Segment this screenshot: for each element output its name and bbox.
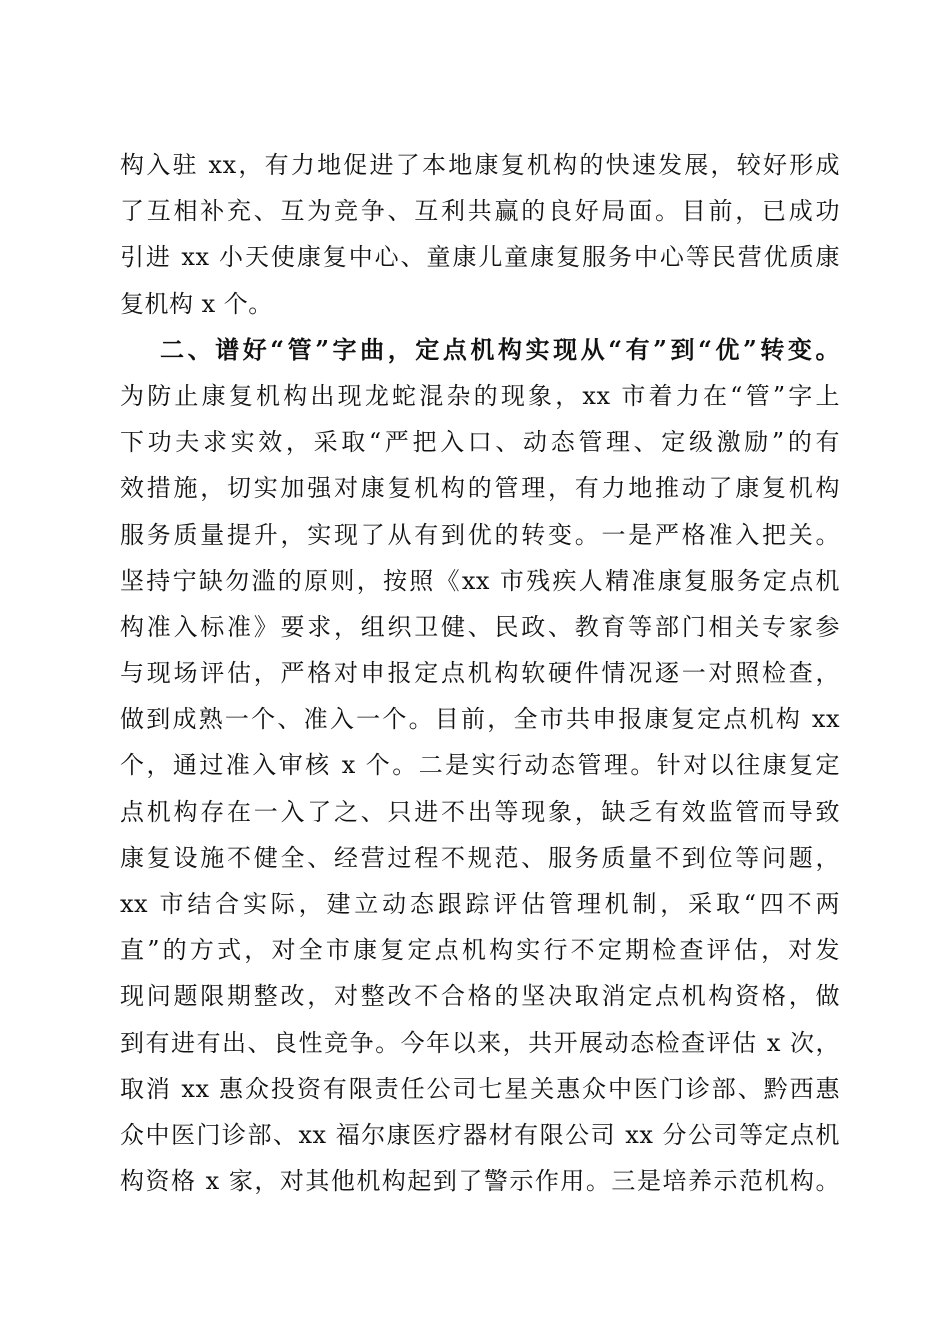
paragraph-line: xx 市结合实际，建立动态跟踪评估管理机制，采取“四不两 xyxy=(120,890,840,918)
paragraph-line: 个，通过准入审核 x 个。二是实行动态管理。针对以往康复定 xyxy=(120,751,840,780)
paragraph-line: 做到成熟一个、准入一个。目前，全市共申报康复定点机构 xx xyxy=(120,705,840,734)
paragraph-line: 了互相补充、互为竞争、互利共赢的良好局面。目前，已成功 xyxy=(120,197,840,226)
section-heading: 二、谱好“管”字曲，定点机构实现从“有”到“优”转变。 xyxy=(160,334,840,364)
paragraph-line: 与现场评估，严格对申报定点机构软硬件情况逐一对照检查， xyxy=(120,659,840,688)
paragraph-line: 效措施，切实加强对康复机构的管理，有力地推动了康复机构 xyxy=(120,474,840,503)
paragraph-line: 为防止康复机构出现龙蛇混杂的现象，xx 市着力在“管”字上 xyxy=(120,381,840,410)
paragraph-line: 康复设施不健全、经营过程不规范、服务质量不到位等问题， xyxy=(120,843,840,872)
paragraph-line: 现问题限期整改，对整改不合格的坚决取消定点机构资格，做 xyxy=(120,982,840,1011)
paragraph-line: 直”的方式，对全市康复定点机构实行不定期检查评估，对发 xyxy=(120,936,840,965)
paragraph-line: 构资格 x 家，对其他机构起到了警示作用。三是培养示范机构。 xyxy=(120,1167,840,1196)
paragraph-line: 到有进有出、良性竞争。今年以来，共开展动态检查评估 x 次， xyxy=(120,1028,840,1057)
paragraph-line: 下功夫求实效，采取“严把入口、动态管理、定级激励”的有 xyxy=(120,428,840,457)
paragraph-line: 引进 xx 小天使康复中心、童康儿童康复服务中心等民营优质康 xyxy=(120,243,840,272)
paragraph-line: 取消 xx 惠众投资有限责任公司七星关惠众中医门诊部、黔西惠 xyxy=(120,1074,840,1103)
paragraph-line: 点机构存在一入了之、只进不出等现象，缺乏有效监管而导致 xyxy=(120,797,840,826)
paragraph-line: 众中医门诊部、xx 福尔康医疗器材有限公司 xx 分公司等定点机 xyxy=(120,1120,840,1149)
paragraph-line: 构入驻 xx，有力地促进了本地康复机构的快速发展，较好形成 xyxy=(120,151,840,179)
paragraph-line: 构准入标准》要求，组织卫健、民政、教育等部门相关专家参 xyxy=(120,612,840,641)
paragraph-line: 坚持宁缺勿滥的原则，按照《xx 市残疾人精准康复服务定点机 xyxy=(120,566,840,595)
paragraph-line: 服务质量提升，实现了从有到优的转变。一是严格准入把关。 xyxy=(120,520,840,549)
paragraph-line: 复机构 x 个。 xyxy=(120,289,273,318)
body-text xyxy=(120,142,840,1204)
